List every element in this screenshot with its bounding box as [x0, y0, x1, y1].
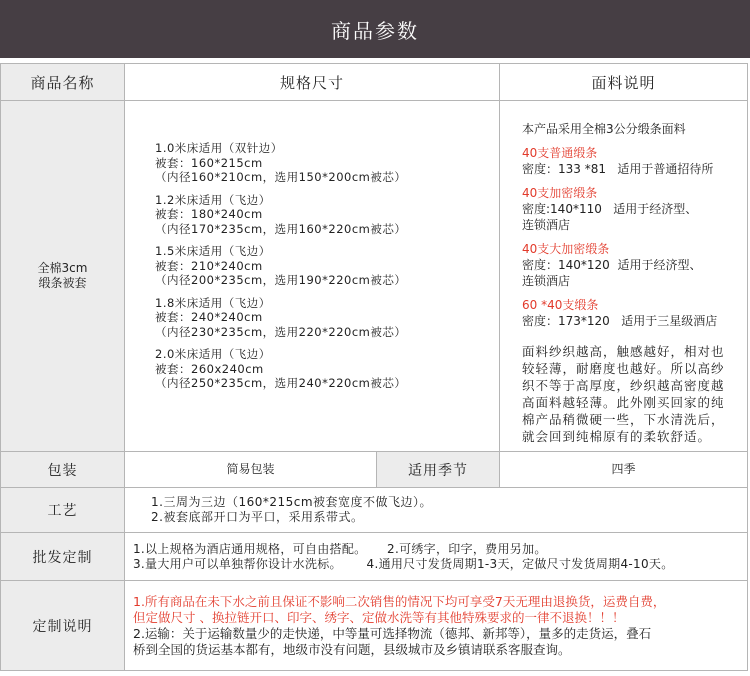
season-value-cell: [500, 452, 747, 488]
fabric-para-line: 面料纱织越高，触感越好，相对也: [522, 344, 725, 359]
wholesale-value-cell: [125, 533, 747, 581]
product-name-line1: 全棉3cm: [37, 261, 88, 275]
custom-value-cell: [125, 581, 747, 670]
spec-size: 被套：240*240cm: [155, 310, 263, 324]
fabric-grade: [522, 297, 717, 329]
header-fabric: [500, 64, 747, 101]
packaging-label: 包装: [47, 462, 78, 479]
season-label-cell: [377, 452, 500, 488]
header-product-name-text: 商品名称: [30, 73, 95, 92]
fabric-grade: [522, 145, 713, 177]
spec-title: 1.8米床适用（飞边）: [155, 295, 271, 310]
craft-label-cell: [1, 488, 125, 533]
fabric-para-line: 就会回到纯棉原有的柔软舒适。: [522, 429, 712, 444]
spec-size: 被套：160*215cm: [155, 155, 263, 170]
craft-value-cell: [125, 488, 747, 533]
header-product-name: [1, 64, 125, 101]
custom-note-red: 1.所有商品在未下水之前且保证不影响二次销售的情况下均可享受7天无理由退换货，运费自费，: [133, 593, 666, 609]
craft-label: 工艺: [47, 503, 78, 519]
fabric-grade-density: 密度:140*110 适用于经济型、: [522, 202, 698, 216]
custom-note: 桥到全国的货运基本都有，地级市没有问题，县级城市及乡镇请联系客服查询。: [133, 641, 571, 657]
page-banner: [0, 0, 750, 58]
header-spec: [125, 64, 500, 101]
spec-size: 被套：210*240cm: [155, 258, 263, 273]
spec-inner: （内径200*235cm，选用190*220cm被芯）: [155, 273, 407, 287]
wholesale-label: 批发定制: [32, 549, 93, 566]
craft-line: 1.三周为三边（160*215cm被套宽度不做飞边）。: [151, 495, 433, 509]
season-label: 适用季节: [408, 462, 468, 479]
spec-inner: （内径230*235cm，选用220*220cm被芯）: [155, 324, 407, 339]
packaging-label-cell: [1, 452, 125, 488]
fabric-para-line: 织不等于高厚度，纱织越高密度越: [522, 378, 725, 393]
wholesale-label-cell: [1, 533, 125, 581]
fabric-para-line: 高面料越轻薄。此外刚买回家的纯: [522, 395, 725, 410]
spec-inner: （内径160*210cm，选用150*200cm被芯）: [155, 170, 407, 184]
fabric-grade-usage: 连锁酒店: [522, 218, 571, 232]
fabric-grade-name: 40支大加密缎条: [522, 242, 610, 256]
fabric-grade-density: 密度：173*120 适用于三星级酒店: [522, 314, 718, 328]
fabric-description: [522, 343, 725, 445]
fabric-grade-name: 40支普通缎条: [522, 146, 598, 160]
spec-item: [155, 347, 406, 391]
spec-title: 2.0米床适用（飞边）: [155, 347, 271, 361]
spec-size: 被套：180*240cm: [155, 207, 263, 221]
season-value: 四季: [611, 462, 636, 476]
packaging-value: 简易包装: [226, 462, 275, 476]
spec-title: 1.2米床适用（飞边）: [155, 192, 271, 207]
fabric-para-line: 棉产品稍微硬一些，下水清洗后，: [522, 412, 725, 427]
spec-item: [155, 244, 406, 288]
fabric-grade-name: 40支加密缎条: [522, 186, 598, 200]
fabric-grade-usage: 连锁酒店: [522, 274, 571, 288]
custom-note: 2.运输：关于运输数量少的走快递，中等量可选择物流（德邦、新邦等），量多的走货运，叠石: [133, 625, 652, 641]
packaging-value-cell: [125, 452, 377, 488]
wholesale-line: 1.以上规格为酒店通用规格，可自由搭配。 2.可绣字，印字，费用另加。: [133, 541, 547, 556]
fabric-para-line: 较轻薄，耐磨度也越好。所以高纱: [522, 361, 725, 376]
header-fabric-text: 面料说明: [591, 73, 656, 92]
fabric-grade-density: 密度：140*120 适用于经济型、: [522, 258, 702, 272]
fabric-grade-name: 60 *40支缎条: [522, 298, 599, 312]
fabric-grade: [522, 185, 697, 233]
spec-inner: （内径170*235cm，选用160*220cm被芯）: [155, 221, 407, 236]
banner-title: 商品参数: [331, 18, 419, 43]
product-name-cell: [1, 101, 125, 452]
custom-note-red: 但定做尺寸 、换拉链开口、印字、绣字、定做水洗等有其他特殊要求的一律不退换！！！: [133, 609, 625, 625]
spec-inner: （内径250*235cm，选用240*220cm被芯）: [155, 376, 407, 390]
fabric-intro: 本产品采用全棉3公分缎条面料: [522, 122, 686, 136]
fabric-grade: [522, 241, 701, 289]
spec-item: [155, 141, 406, 185]
fabric-grade-density: 密度：133 *81 适用于普通招待所: [522, 162, 714, 176]
custom-label: 定制说明: [32, 618, 93, 635]
product-parameter-table: [0, 63, 748, 671]
spec-cell: [125, 101, 500, 452]
spec-size: 被套：260x240cm: [155, 361, 264, 376]
spec-item: [155, 296, 406, 340]
product-name-line2: 缎条被套: [38, 276, 87, 290]
custom-label-cell: [1, 581, 125, 670]
craft-line: 2.被套底部开口为平口，采用系带式。: [151, 510, 364, 524]
wholesale-line: 3.量大用户可以单独帮你设计水洗标。 4.通用尺寸发货周期1-3天，定做尺寸发货周期4-10天。: [133, 556, 674, 571]
spec-item: [155, 193, 406, 237]
spec-title: 1.5米床适用（飞边）: [155, 244, 271, 258]
header-spec-text: 规格尺寸: [279, 73, 344, 92]
fabric-cell: [500, 101, 747, 452]
spec-title: 1.0米床适用（双针边）: [155, 141, 283, 155]
